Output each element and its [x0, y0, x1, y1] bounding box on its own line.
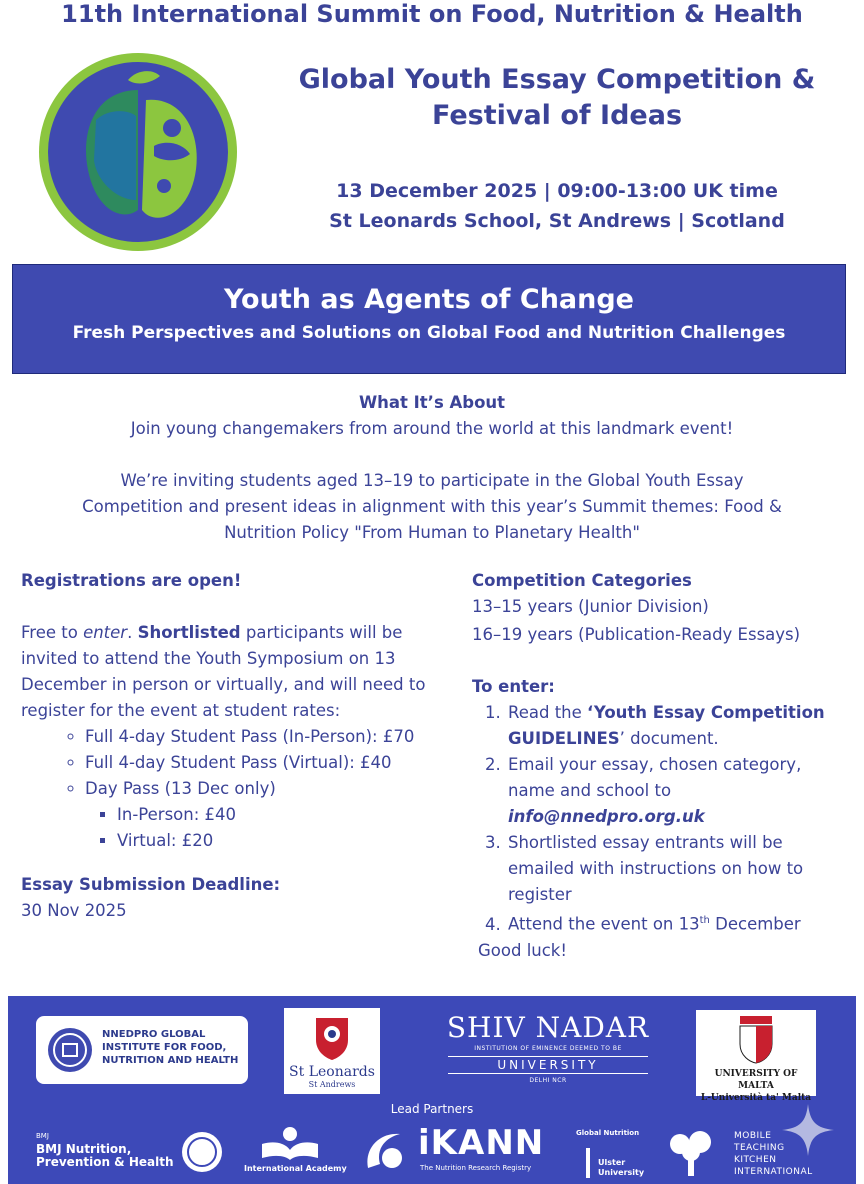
step4-prefix: Attend the event on 13	[508, 914, 700, 934]
category-item: 16–19 years (Publication-Ready Essays)	[472, 625, 801, 644]
enter-step-2	[506, 752, 848, 830]
bmj-line-1: BMJ Nutrition,	[36, 1142, 132, 1156]
contact-email-link[interactable]: info@nnedpro.org.uk	[508, 807, 705, 826]
event-venue: St Leonards School, St Andrews | Scotland	[329, 210, 785, 232]
about-detail-line-2: Competition and present ideas in alignment with this year’s Summit themes: Food &	[82, 497, 782, 516]
malta-line-1: UNIVERSITY OF MALTA	[714, 1069, 798, 1091]
free-dot: .	[127, 623, 138, 642]
st-leonards-crest-icon	[312, 1014, 352, 1062]
bmj-line-2: Prevention & Health	[36, 1155, 174, 1169]
event-title-line-1: Global Youth Essay Competition &	[298, 64, 816, 95]
enter-step-1	[506, 700, 848, 752]
free-prefix: Free to	[21, 623, 84, 642]
nnedpro-line-3: NUTRITION AND HEALTH	[102, 1055, 239, 1066]
shiv-nadar-location: DELHI NCR	[529, 1077, 567, 1084]
pass-list	[21, 724, 451, 854]
pass-item	[85, 776, 451, 854]
day-pass-option: ▪ Virtual: £20	[117, 828, 451, 854]
shiv-nadar-name: SHIV NADAR	[446, 1011, 650, 1044]
step1-prefix: Read the	[508, 703, 588, 722]
pass-item: ◦ Full 4-day Student Pass (Virtual): £40	[85, 750, 451, 776]
deadline-heading: Essay Submission Deadline:	[21, 875, 281, 894]
shiv-nadar-logo	[428, 1012, 668, 1086]
category-item: 13–15 years (Junior Division)	[472, 597, 709, 616]
ikann-logo: iKANN	[418, 1123, 545, 1163]
about-detail	[16, 468, 848, 546]
bmj-logo	[36, 1128, 173, 1169]
shiv-nadar-university: UNIVERSITY	[448, 1056, 648, 1074]
banner-title: Youth as Agents of Change	[223, 284, 634, 315]
ikann-subtitle: The Nutrition Research Registry	[420, 1164, 532, 1172]
ikann-swirl-icon	[360, 1128, 414, 1180]
about-heading: What It’s About	[358, 393, 506, 412]
ulster-line-1: Ulster	[598, 1158, 626, 1167]
day-pass-option: ▪ In-Person: £40	[117, 802, 451, 828]
registration-heading: Registrations are open!	[21, 571, 242, 590]
enter-heading: To enter:	[472, 677, 555, 696]
banner-subtitle: Fresh Perspectives and Solutions on Global Food and Nutrition Challenges	[72, 323, 786, 343]
bmj-small: BMJ	[36, 1132, 49, 1140]
lead-partners-label: Lead Partners	[390, 1102, 474, 1116]
registration-body	[21, 620, 451, 724]
ulster-line-2: University	[598, 1168, 645, 1177]
theme-banner	[12, 264, 846, 374]
nnedpro-logo-card	[36, 1016, 248, 1084]
ulster-bar	[586, 1148, 590, 1178]
competition-column	[472, 568, 848, 964]
st-leonards-logo-card	[284, 1008, 380, 1094]
nnedpro-line-2: INSTITUTE FOR FOOD,	[102, 1042, 227, 1053]
free-enter: enter	[83, 623, 128, 642]
day-pass-label: Day Pass (13 Dec only)	[85, 779, 276, 798]
shiv-nadar-tagline: INSTITUTION OF EMINENCE DEEMED TO BE	[474, 1045, 622, 1052]
event-date: 13 December 2025 | 09:00-13:00 UK time	[336, 180, 778, 202]
summit-title: 11th International Summit on Food, Nutrition & Health	[61, 0, 803, 28]
deadline-date: 30 Nov 2025	[21, 901, 127, 920]
sparkle-icon	[780, 1102, 836, 1158]
enter-steps	[472, 700, 848, 938]
step2-text: Email your essay, chosen category, name and school to	[508, 755, 802, 800]
nnedpro-emblem-icon	[46, 1026, 94, 1074]
mtki-line-3: KITCHEN	[734, 1155, 777, 1165]
shortlisted-label: Shortlisted	[137, 623, 241, 642]
malta-name	[696, 1068, 816, 1104]
partner-seal-icon	[180, 1130, 224, 1174]
university-of-malta-logo-card	[696, 1010, 816, 1103]
day-pass-options	[85, 802, 451, 854]
categories-heading: Competition Categories	[472, 571, 692, 590]
mtki-line-4: INTERNATIONAL	[734, 1167, 813, 1177]
global-nutrition-logo: Global Nutrition	[576, 1129, 640, 1137]
partners-footer	[8, 996, 856, 1184]
event-title-line-2: Festival of Ideas	[431, 100, 683, 131]
registration-column	[21, 568, 451, 924]
mtki-line-2: TEACHING	[734, 1143, 785, 1153]
event-details	[270, 176, 844, 236]
ulster-logo	[598, 1158, 644, 1178]
event-title	[270, 62, 844, 134]
registration-text: participants will be invited to attend the Youth Symposium on 13 December in person or virtually, and will need to register for the event at student rates:	[21, 623, 426, 720]
step4-sup: th	[699, 915, 710, 926]
about-intro: Join young changemakers from around the world at this landmark event!	[130, 419, 734, 438]
academy-name: International Academy	[244, 1164, 347, 1173]
st-leonards-name: St Leonards	[289, 1064, 375, 1080]
nnedpro-line-1: NNEDPRO GLOBAL	[102, 1029, 206, 1040]
academy-book-icon	[258, 1124, 322, 1162]
pass-item: ◦ Full 4-day Student Pass (In-Person): £70	[85, 724, 451, 750]
guidelines-doc: ‘Youth Essay Competition GUIDELINES	[508, 703, 825, 748]
nnedpro-name	[102, 1028, 238, 1067]
step4-suffix: December	[709, 914, 801, 934]
enter-step-4	[506, 908, 848, 938]
mtki-line-1: MOBILE	[734, 1131, 772, 1141]
step1-suffix: ’ document.	[619, 729, 719, 748]
summit-logo	[36, 50, 240, 254]
about-detail-line-3: Nutrition Policy "From Human to Planetary Health"	[224, 523, 640, 542]
malta-line-2: L-Università ta' Malta	[700, 1093, 812, 1103]
good-luck: Good luck!	[478, 940, 567, 960]
enter-step-3: 3. Shortlisted essay entrants will be emailed with instructions on how to register	[506, 830, 848, 908]
st-leonards-subtitle: St Andrews	[308, 1080, 356, 1089]
tree-icon	[660, 1128, 722, 1178]
about-detail-line-1: We’re inviting students aged 13–19 to participate in the Global Youth Essay	[120, 471, 744, 490]
malta-crest-icon	[736, 1014, 776, 1064]
